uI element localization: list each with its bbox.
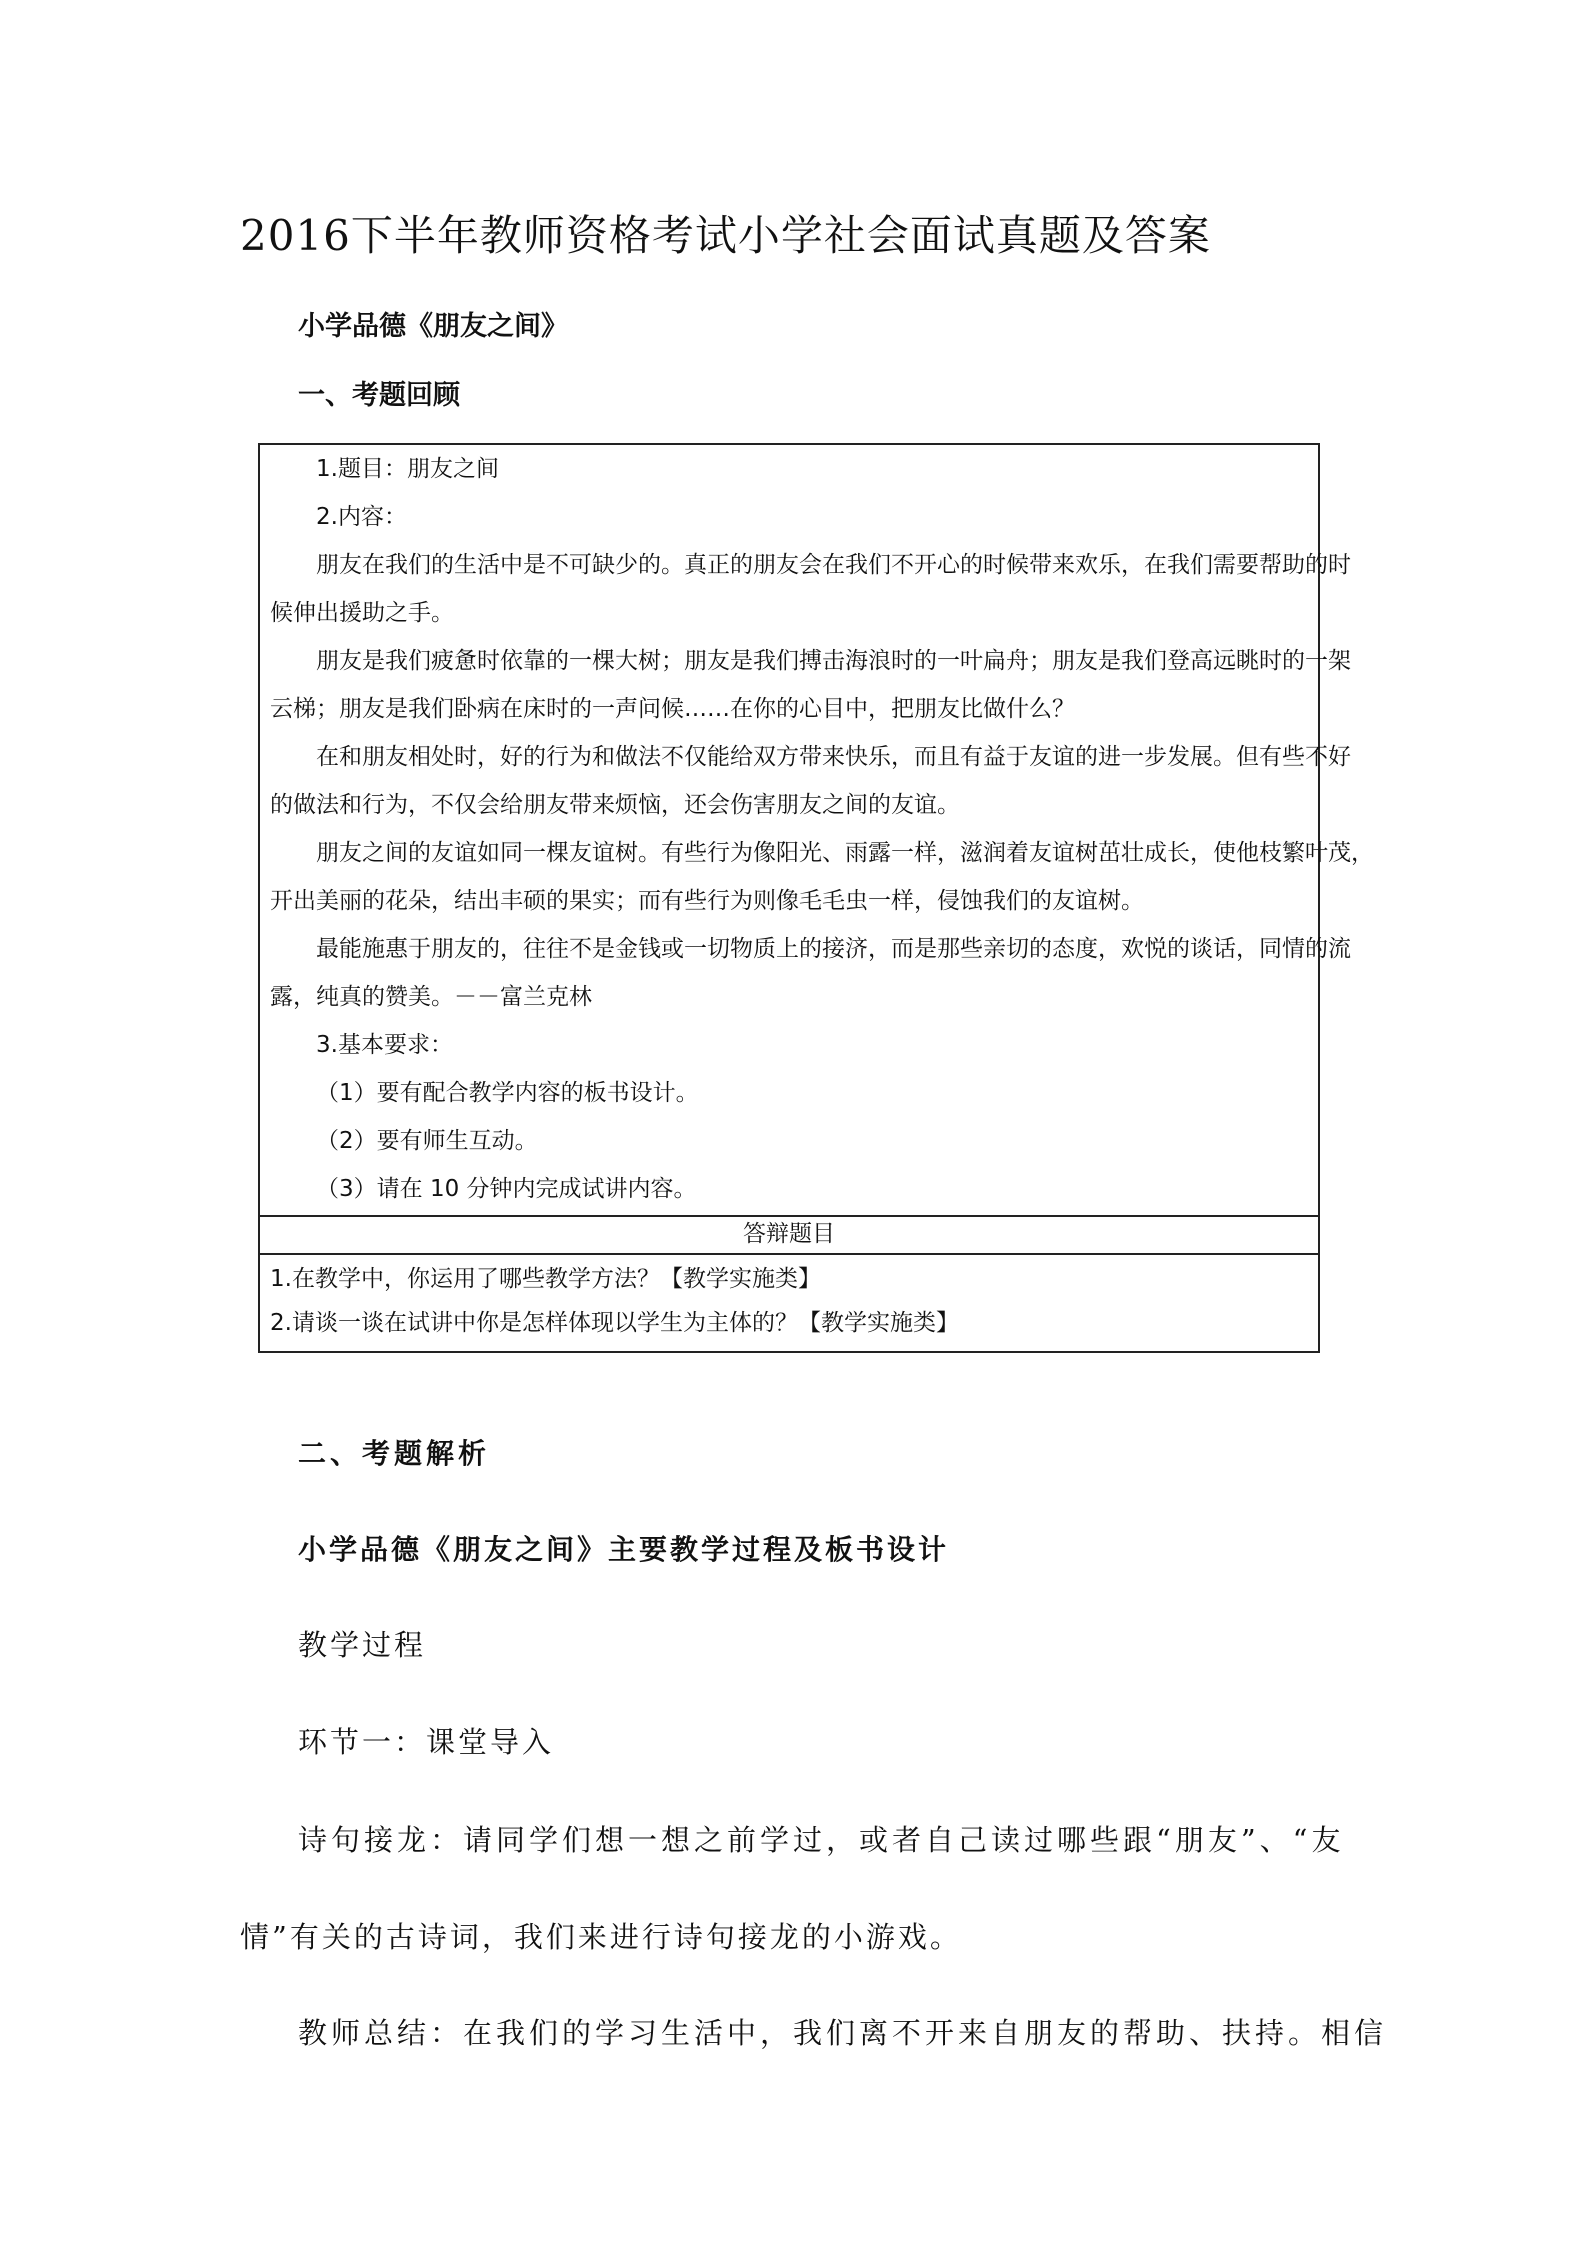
exam-line: 朋友是我们疲惫时依靠的一棵大树；朋友是我们搏击海浪时的一叶扁舟；朋友是我们登高远眺时的一架 <box>316 648 1351 674</box>
exam-line: 3.基本要求： <box>316 1032 453 1058</box>
table-divider <box>260 1253 1318 1255</box>
defense-questions-header: 答辩题目 <box>743 1221 835 1247</box>
exam-line: 候伸出援助之手。 <box>270 600 454 626</box>
defense-question: 2.请谈一谈在试讲中你是怎样体现以学生为主体的？【教学实施类】 <box>270 1310 959 1336</box>
exam-question-box <box>258 443 1374 1353</box>
paragraph-line: 诗句接龙：请同学们想一想之前学过，或者自己读过哪些跟“朋友”、“友 <box>298 1823 1345 1857</box>
lesson-subtitle: 小学品德《朋友之间》 <box>298 311 568 342</box>
section-heading-review: 一、考题回顾 <box>298 380 460 411</box>
section-heading-analysis: 二、考题解析 <box>298 1437 491 1470</box>
exam-line: 露，纯真的赞美。－－富兰克林 <box>270 984 592 1010</box>
stage-heading: 环节一：课堂导入 <box>298 1725 555 1759</box>
exam-line: 的做法和行为，不仅会给朋友带来烦恼，还会伤害朋友之间的友谊。 <box>270 792 960 818</box>
exam-line: 朋友之间的友谊如同一棵友谊树。有些行为像阳光、雨露一样，滋润着友谊树茁壮成长，使他枝繁叶茂， <box>316 840 1374 866</box>
exam-line: （1）要有配合教学内容的板书设计。 <box>316 1080 699 1106</box>
paragraph-line: 情”有关的古诗词，我们来进行诗句接龙的小游戏。 <box>240 1920 962 1954</box>
exam-line: 云梯；朋友是我们卧病在床时的一声问候……在你的心目中，把朋友比做什么？ <box>270 696 1075 722</box>
exam-line: 2.内容： <box>316 504 407 530</box>
exam-line: 最能施惠于朋友的，往往不是金钱或一切物质上的接济，而是那些亲切的态度，欢悦的谈话，同情的流 <box>316 936 1351 962</box>
paragraph-line: 教师总结：在我们的学习生活中，我们离不开来自朋友的帮助、扶持。相信 <box>298 2016 1388 2050</box>
page-title: 2016下半年教师资格考试小学社会面试真题及答案 <box>240 211 1211 260</box>
exam-line: 朋友在我们的生活中是不可缺少的。真正的朋友会在我们不开心的时候带来欢乐，在我们需要帮助的时 <box>316 552 1351 578</box>
exam-line: （2）要有师生互动。 <box>316 1128 538 1154</box>
exam-line: 开出美丽的花朵，结出丰硕的果实；而有些行为则像毛毛虫一样，侵蚀我们的友谊树。 <box>270 888 1144 914</box>
process-title: 小学品德《朋友之间》主要教学过程及板书设计 <box>298 1533 950 1566</box>
defense-question: 1.在教学中，你运用了哪些教学方法？【教学实施类】 <box>270 1266 821 1292</box>
exam-line: 在和朋友相处时，好的行为和做法不仅能给双方带来快乐，而且有益于友谊的进一步发展。但有些不好 <box>316 744 1351 770</box>
teaching-process-heading: 教学过程 <box>298 1628 427 1662</box>
exam-line: 1.题目：朋友之间 <box>316 456 499 482</box>
exam-line: （3）请在 10 分钟内完成试讲内容。 <box>316 1176 697 1202</box>
